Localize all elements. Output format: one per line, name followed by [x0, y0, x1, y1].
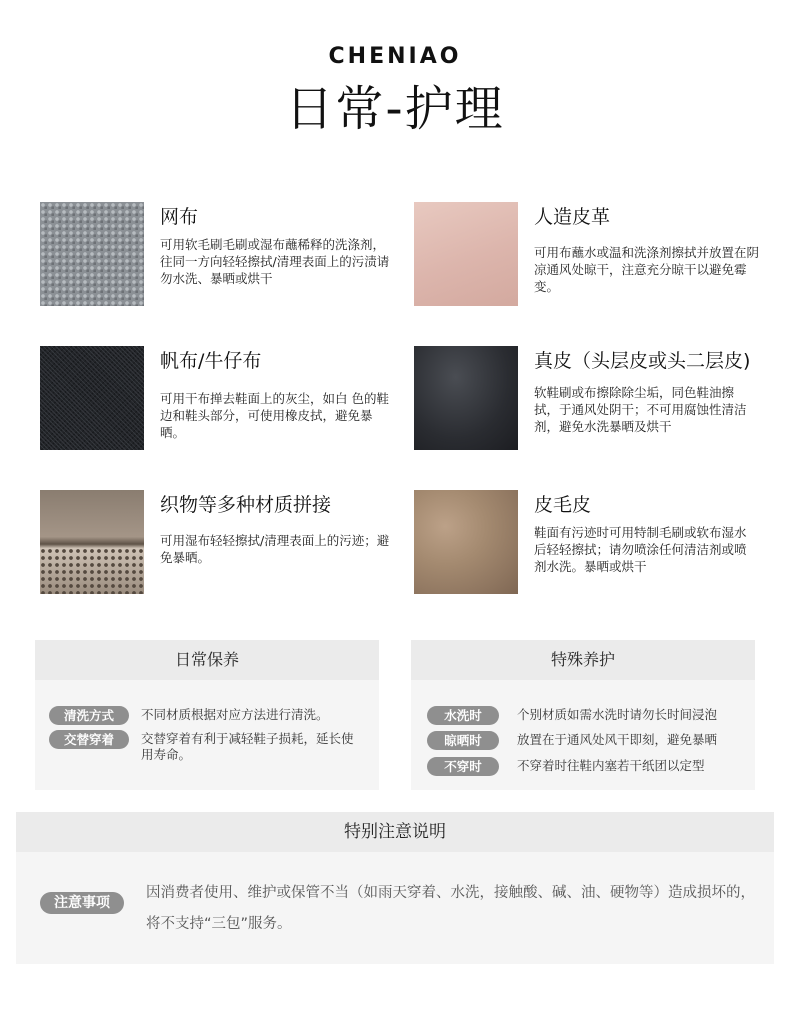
care-tag: 不穿时: [427, 757, 499, 776]
daily-care-panel: [35, 640, 379, 790]
notice-tag: 注意事项: [40, 892, 124, 914]
care-text: 不穿着时往鞋内塞若干纸团以定型: [517, 758, 705, 773]
material-item: [40, 490, 390, 600]
notice-title: 特别注意说明: [16, 812, 774, 852]
special-care-title: 特殊养护: [411, 640, 755, 680]
mesh-fabric-swatch: [40, 202, 144, 306]
denim-canvas-swatch: [40, 346, 144, 450]
material-item: [414, 202, 764, 312]
material-item: [414, 346, 764, 456]
material-desc: 可用布蘸水或温和洗涤剂擦拭并放置在阴凉通风处晾干，注意充分晾干以避免霉变。: [534, 245, 760, 294]
material-desc: 可用软毛刷毛刷或湿布蘸稀释的洗涤剂，往同一方向轻轻擦拭/清理表面上的污渍请勿水洗、暴晒或烘干: [160, 237, 390, 286]
suede-swatch: [414, 490, 518, 594]
material-desc: 鞋面有污迹时可用特制毛刷或软布湿水后轻轻擦拭；请勿喷涂任何清洁剂或喷剂水洗。暴晒或烘干: [534, 525, 747, 574]
brand-logo: CHENIAO: [328, 44, 462, 69]
notice-panel: [16, 812, 774, 964]
care-text: 个别材质如需水洗时请勿长时间浸泡: [517, 707, 718, 722]
material-item: [414, 490, 764, 600]
page-title: 日常-护理: [285, 81, 505, 137]
material-desc: 软鞋刷或布擦除除尘垢，同色鞋油擦拭，于通风处阴干；不可用腐蚀性清洁剂，避免水洗暴晒及烘干: [534, 385, 747, 434]
care-tag: 清洗方式: [49, 706, 129, 725]
special-care-panel: [411, 640, 755, 790]
synthetic-leather-swatch: [414, 202, 518, 306]
daily-care-title: 日常保养: [35, 640, 379, 680]
mixed-material-swatch: [40, 490, 144, 594]
material-item: [40, 346, 390, 456]
care-tag: 交替穿着: [49, 730, 129, 749]
care-text: 交替穿着有利于减轻鞋子损耗，延长使用寿命。: [141, 731, 354, 762]
care-text: 不同材质根据对应方法进行清洗。: [141, 707, 329, 722]
care-tag: 水洗时: [427, 706, 499, 725]
material-name: 皮毛皮: [534, 494, 592, 516]
notice-text: 因消费者使用、维护或保管不当（如雨天穿着、水洗，接触酸、碱、油、硬物等）造成损坏的，将不支持“三包”服务。: [146, 885, 755, 932]
material-desc: 可用干布掸去鞋面上的灰尘，如白 色的鞋边和鞋头部分，可使用橡皮拭，避免暴晒。: [160, 391, 389, 440]
material-desc: 可用湿布轻轻擦拭/清理表面上的污迹；避免暴晒。: [160, 533, 390, 565]
material-item: [40, 202, 390, 312]
care-text: 放置在于通风处风干即刻，避免暴晒: [517, 732, 718, 747]
material-name: 帆布/牛仔布: [160, 350, 262, 372]
material-name: 真皮（头层皮或头二层皮): [534, 350, 751, 372]
care-tag: 晾晒时: [427, 731, 499, 750]
material-name: 网布: [160, 206, 199, 228]
material-name: 织物等多种材质拼接: [160, 494, 332, 516]
material-name: 人造皮革: [534, 206, 611, 228]
genuine-leather-swatch: [414, 346, 518, 450]
